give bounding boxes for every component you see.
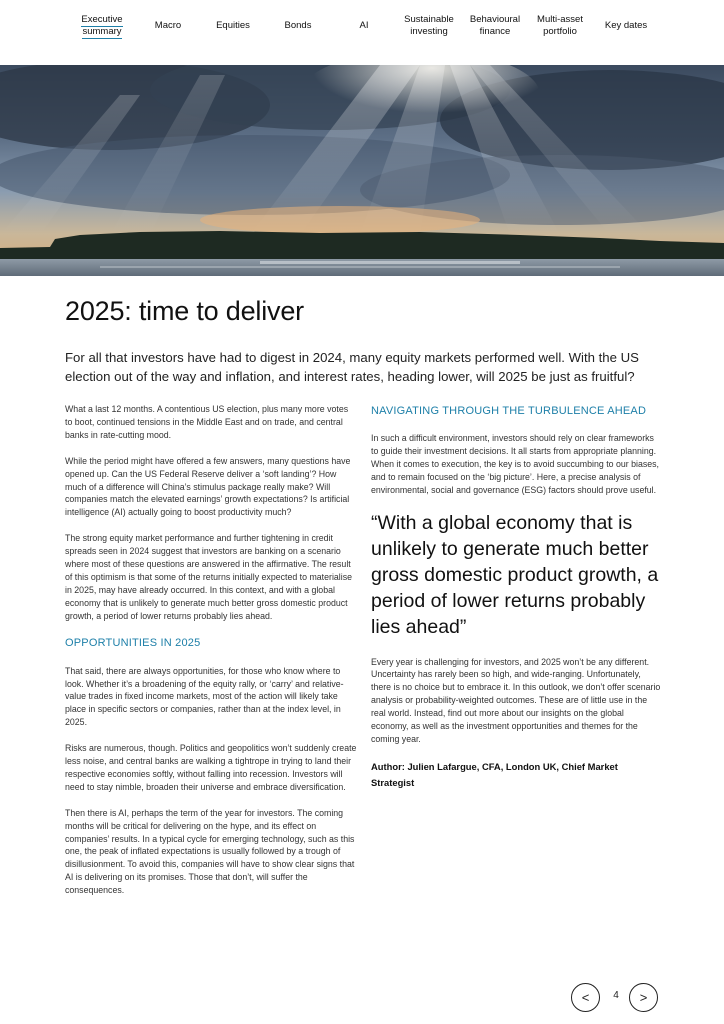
body-paragraph: Then there is AI, perhaps the term of the year for investors. The coming months will be critical for delivering on the hype, and its effect on companies’ results. In a typical cycle for emerging technology, such as this one, the peak of inflated expectations is usually followed by a trough of disillusionment. To avoid this, companies will have to show clear signs that AI is delivering on its promises. Those that don’t, will suffer the consequences.	[65, 807, 355, 896]
nav-label: Executive summary	[81, 14, 123, 37]
top-navigation	[0, 0, 724, 64]
nav-ai[interactable]	[354, 20, 374, 32]
nav-equities[interactable]	[210, 20, 256, 32]
body-paragraph: In such a difficult environment, investors should rely on clear frameworks to guide their investment decisions. It all starts from appropriate planning. When it comes to execution, the key is to avoid succumbing to our biases, and to remain focused on the ‘big picture’. Here, a precise analysis of environmental, social and governance (ESG) factors should prove useful.	[371, 433, 659, 495]
body-paragraph: The strong equity market performance and further tightening in credit spreads seen in 2024 suggest that investors are banking on a scenario where most of these questions are answered in the affirmative. The result of this optimism is that some of the returns initially expected to materialise in 2025, may have already occurred. In this context, and with a global economy that is unlikely to generate much better gross domestic product growth, a period of lower returns probably lies ahead.	[65, 533, 352, 621]
body-paragraph: Every year is challenging for investors, and 2025 won’t be any different. Uncertainty has rarely been so high, and wide-ranging. Unfortunately, there is no choice but to embrace it. In this outlook, we don’t offer scenario analysis or probability-weighted outcomes. These are of little use in the real world. Instead, find out more about our insights on the global economy, as well as the investment opportunities and themes for the coming year.	[371, 656, 661, 744]
body-paragraph: That said, there are always opportunities, for those who know where to look. Whether it’s a broadening of the equity rally, or ‘carry’ and relative-value trades in fixed income markets, most of the action will likely take place in specific sectors or companies, rather than at the index level, in 2025.	[65, 665, 344, 728]
intro-paragraph: For all that investors have had to digest in 2024, many equity markets performed well. With the US election out of the way and inflation, and interest rates, heading lower, will 2025 be just as fruitful?	[65, 350, 639, 384]
nav-label: Macro	[154, 20, 182, 31]
nav-label: Equities	[216, 20, 250, 31]
author-credit: Author: Julien Lafargue, CFA, London UK, Chief Market Strategist	[371, 760, 618, 788]
nav-label: Behavioural finance	[469, 14, 521, 37]
pagination	[571, 983, 661, 1013]
body-paragraph: What a last 12 months. A contentious US election, plus many more votes to boot, continued tensions in the Middle East and on trade, and central banks in rate-cutting mood.	[65, 404, 349, 440]
nav-label: AI	[359, 20, 369, 31]
nav-bonds[interactable]	[278, 20, 318, 32]
nav-macro[interactable]	[148, 20, 188, 32]
nav-sustainable-investing[interactable]	[398, 14, 460, 38]
nav-key-dates[interactable]	[599, 20, 653, 32]
body-paragraph: Risks are numerous, though. Politics and geopolitics won’t suddenly create less noise, and central banks are walking a tightrope in trying to land their respective economies softly, without falling into recession. Investors will need to stay nimble, broaden their universe and embrace diversification.	[65, 743, 357, 792]
page-title: 2025: time to deliver	[65, 296, 304, 326]
pull-quote: “With a global economy that is unlikely to generate much better gross domestic product growth, a period of lower returns probably lies ahead”	[371, 511, 659, 638]
left-column	[65, 403, 357, 910]
hero-image	[0, 65, 724, 276]
body-paragraph: While the period might have offered a few answers, many questions have opened up. Can the US Federal Reserve deliver a ‘soft landing’? How much of a difference will China’s stimulus package really make? Will companies match the elevated earnings’ growth expectations? Is artificial intelligence (AI) actually going to boost productivity much?	[65, 455, 351, 518]
nav-executive-summary[interactable]	[78, 14, 126, 38]
nav-label: Sustainable investing	[404, 14, 454, 37]
right-column	[371, 404, 661, 804]
previous-page-button[interactable]	[571, 983, 600, 1012]
subheading-navigating: NAVIGATING THROUGH THE TURBULENCE AHEAD	[371, 405, 647, 417]
nav-label: Multi-asset portfolio	[537, 14, 583, 37]
nav-multi-asset-portfolio[interactable]	[531, 14, 589, 38]
sky-lake-illustration	[0, 65, 724, 276]
page-number: 4	[613, 990, 619, 1001]
nav-label: Key dates	[604, 20, 648, 31]
chevron-left-icon: <	[581, 990, 590, 1005]
nav-behavioural-finance[interactable]	[465, 14, 525, 38]
subheading-opportunities: OPPORTUNITIES IN 2025	[65, 636, 201, 649]
next-page-button[interactable]	[629, 983, 658, 1012]
nav-label: Bonds	[284, 20, 312, 31]
chevron-right-icon: >	[639, 990, 648, 1005]
